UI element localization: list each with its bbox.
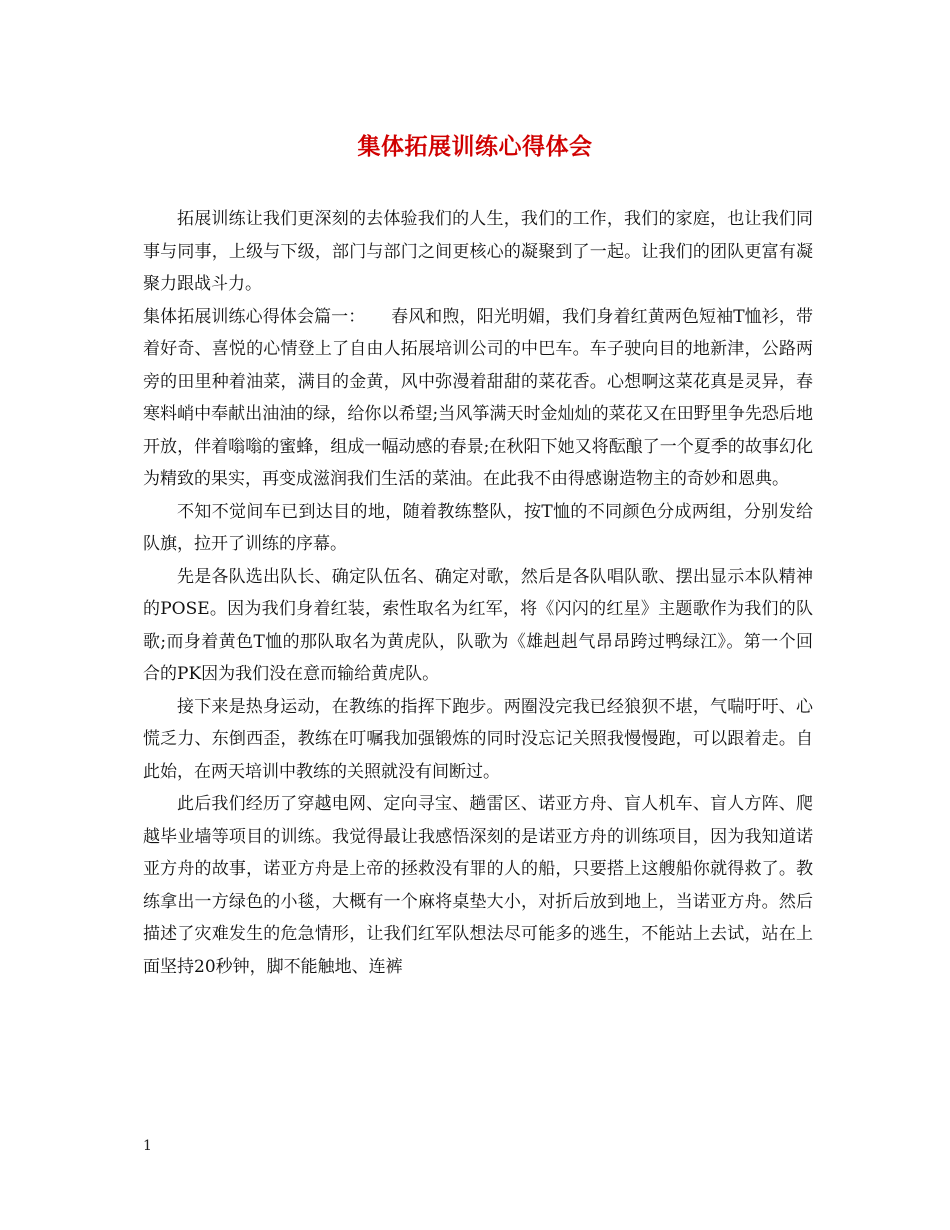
paragraph-arrival: 不知不觉间车已到达目的地，随着教练整队，按T恤的不同颜色分成两组，分别发给队旗，拉开了训练的序幕。: [143, 501, 813, 554]
page-number: 1: [143, 1138, 152, 1154]
paragraph-projects: 此后我们经历了穿越电网、定向寻宝、趟雷区、诺亚方舟、盲人机车、盲人方阵、爬越毕业墙等项目的训练。我觉得最让我感悟深刻的是诺亚方舟的训练项目，因为我知道诺亚方舟的故事，诺亚方舟是上帝的拯救没有罪的人的船，只要搭上这艘船你就得救了。教练拿出一方绿色的小毯，大概有一个麻将桌垫大小，对折后放到地上，当诺亚方舟。然后描述了灾难发生的危急情形，让我们红军队想法尽可能多的逃生，不能站上去试，站在上面坚持20秒钟，脚不能触地、连裤: [143, 794, 813, 977]
document-title: 集体拓展训练心得体会: [357, 133, 593, 160]
paragraph-warmup: 接下来是热身运动，在教练的指挥下跑步。两圈没完我已经狼狈不堪，气喘吁吁、心慌乏力、东倒西歪，教练在叮嘱我加强锻炼的同时没忘记关照我慢慢跑，可以跟着走。自此始，在两天培训中教练的关照就没有间断过。: [143, 696, 813, 782]
paragraph-intro: 拓展训练让我们更深刻的去体验我们的人生，我们的工作，我们的家庭，也让我们同事与同事，上级与下级，部门与部门之间更核心的凝聚到了一起。让我们的团队更富有凝聚力跟战斗力。: [143, 209, 813, 294]
paragraph-team-setup: 先是各队选出队长、确定队伍名、确定对歌，然后是各队唱队歌、摆出显示本队精神的POSE。因为我们身着红装，索性取名为红军，将《闪闪的红星》主题歌作为我们的队歌;而身着黄色T恤的那队取名为黄虎队，队歌为《雄赳赳气昂昂跨过鸭绿江》。第一个回合的PK因为我们没在意而输给黄虎队。: [143, 566, 813, 684]
paragraph-part-one: 集体拓展训练心得体会篇一： 春风和煦，阳光明媚，我们身着红黄两色短袖T恤衫，带着好奇、喜悦的心情登上了自由人拓展培训公司的中巴车。车子驶向目的地新津，公路两旁的田里种着油菜，满目的金黄，风中弥漫着甜甜的菜花香。心想啊这菜花真是灵异，春寒料峭中奉献出油油的绿，给你以希望;当风筝满天时金灿灿的菜花又在田野里争先恐后地开放，伴着嗡嗡的蜜蜂，组成一幅动感的春景;在秋阳下她又将酝酿了一个夏季的故事幻化为精致的果实，再变成滋润我们生活的菜油。在此我不由得感谢造物主的奇妙和恩典。: [143, 306, 813, 489]
document-body: [143, 203, 813, 983]
